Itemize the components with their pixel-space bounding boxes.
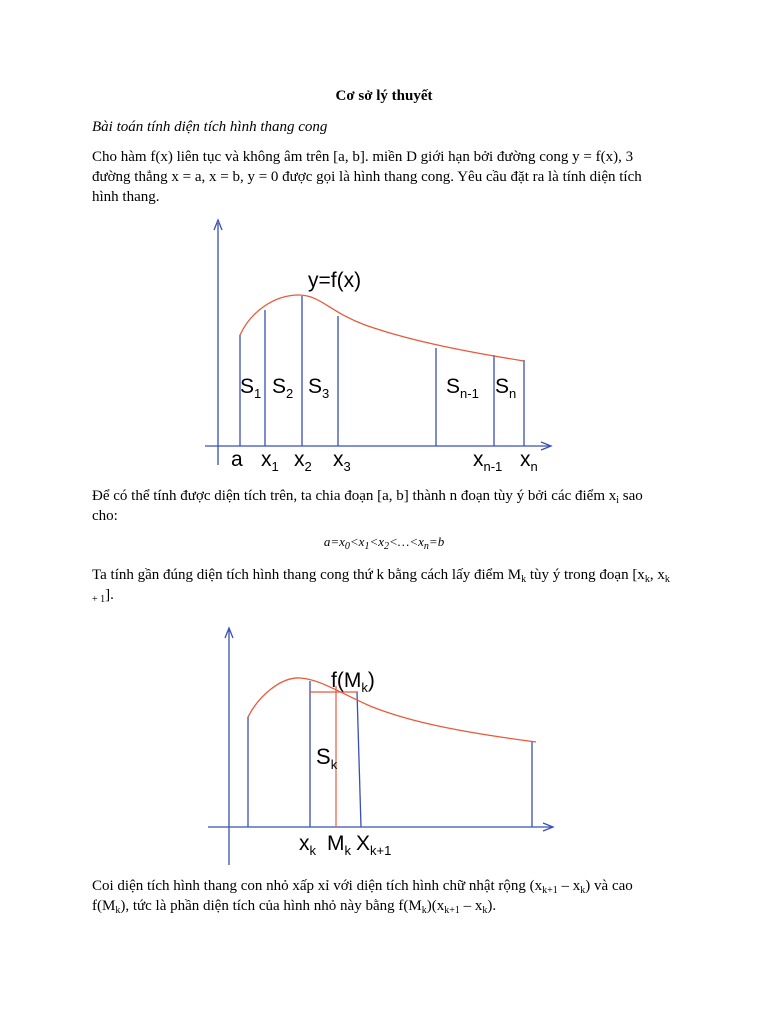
subscript-i: i	[616, 495, 620, 506]
page-title: Cơ sở lý thuyết	[335, 88, 433, 104]
section-subtitle: Bài toán tính diện tích hình thang cong	[92, 119, 328, 135]
region-label-sn-1: $S_{n-1}$	[446, 375, 479, 401]
axis-label-xn-1: $x_{n-1}$	[473, 448, 503, 474]
axis-label-x3: $x_3$	[333, 448, 351, 474]
paragraph-partition-end: sao cho:	[92, 488, 643, 524]
axis-label-x2: $x_2$	[294, 448, 312, 474]
axis-label-x1: $x_1$	[261, 448, 279, 474]
paragraph-conclusion: Coi diện tích hình thang con nhỏ xấp xỉ với diện tích hình chữ nhật rộng $(x_{k+1} - x_k)$ và cao $f(M_k)$, tức là phần diện tích của hình nhỏ này bằng $f(M_k)(x_{k+1} - x_k)$.	[92, 878, 633, 916]
region-label-sn: $S_n$	[495, 375, 517, 401]
region-label-s2: $S_2$	[272, 375, 294, 401]
curve-label: y=f(x)	[308, 269, 362, 292]
figure-trapezoid-partition	[195, 215, 565, 480]
region-label-s1: $S_1$	[240, 375, 262, 401]
paragraph-partition	[92, 486, 672, 526]
partition-formula: $a=x_0<x_1<x_2<\dots<x_n=b$	[323, 534, 445, 552]
figure-rectangle-approx	[200, 622, 570, 872]
vline-xk1	[357, 692, 361, 827]
axis-label-xk: $x_k$	[299, 832, 316, 858]
axis-label-xk1: $X_{k+1}$	[356, 832, 392, 858]
curve-fx	[240, 295, 524, 361]
axis-label-a: a	[231, 448, 243, 471]
axis-label-xn: $x_n$	[520, 448, 538, 474]
region-label-sk: $S_k$	[316, 744, 338, 772]
paragraph-intro: Cho hàm f(x) liên tục và không âm trên [a, b]. miền D giới hạn bởi đường cong y = f(x), 3 đường thẳng x = a, x = b, y = 0 được gọi là hình thang cong. Yêu cầu đặt ra là tính diện tích hình thang.	[92, 149, 642, 205]
label-f-mk: $f(M_k)$	[331, 669, 375, 695]
paragraph-approx: Ta tính gần đúng diện tích hình thang cong thứ k bằng cách lấy điểm $M_k$ tùy ý trong đoạn [$x_k$, $x_{k + 1}$].	[92, 567, 670, 605]
region-label-s3: $S_3$	[308, 375, 330, 401]
paragraph-partition-text: Để có thể tính được diện tích trên, ta chia đoạn [a, b] thành n đoạn tùy ý bởi các điểm x	[92, 488, 617, 504]
axis-label-mk: $M_k$	[327, 832, 351, 858]
curve-fx	[248, 678, 536, 742]
